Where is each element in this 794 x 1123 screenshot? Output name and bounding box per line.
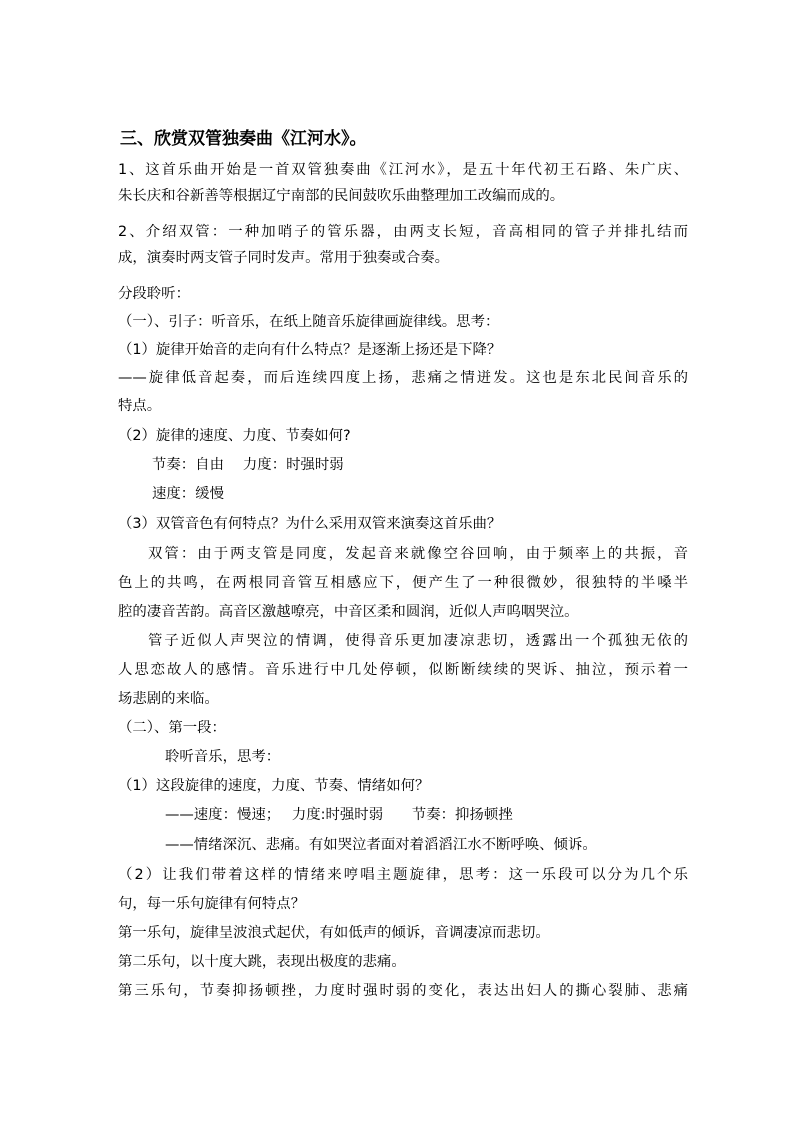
paragraph-line: 人思恋故人的感情。音乐进行中几处停顿，似断断续续的哭诉、抽泣，预示着一 xyxy=(118,662,688,678)
paragraph-line: （一）、引子：听音乐，在纸上随音乐旋律画旋律线。思考： xyxy=(118,314,500,330)
paragraph-line: ——情绪深沉、悲痛。有如哭泣者面对着滔滔江水不断呼唤、倾诉。 xyxy=(165,837,597,853)
paragraph-line: （2）让我们带着这样的情绪来哼唱主题旋律，思考：这一乐段可以分为几个乐 xyxy=(118,867,688,883)
paragraph-line: （二）、第一段： xyxy=(118,720,226,736)
paragraph-line: 朱长庆和谷新善等根据辽宁南部的民间鼓吹乐曲整理加工改编而成的。 xyxy=(118,188,565,204)
paragraph-line: 腔的凄音苦韵。高音区激越嘹亮，中音区柔和圆润，近似人声呜咽哭泣。 xyxy=(118,604,579,620)
paragraph-line: 双管：由于两支管是同度，发起音来就像空谷回响，由于频率上的共振，音 xyxy=(148,546,688,562)
paragraph-line: 色上的共鸣，在两根同音管互相感应下，便产生了一种很微妙，很独特的半嗓半 xyxy=(118,575,688,591)
paragraph-line: 2、介绍双管：一种加哨子的管乐器，由两支长短，音高相同的管子并排扎结而 xyxy=(118,224,688,240)
section-title: 三、欣赏双管独奏曲《江河水》。 xyxy=(120,129,367,149)
paragraph-line: 1、这首乐曲开始是一首双管独奏曲《江河水》，是五十年代初王石路、朱广庆、 xyxy=(118,162,688,178)
paragraph-line: （2）旋律的速度、力度、节奏如何? xyxy=(118,428,351,444)
paragraph-line: 速度：缓慢 xyxy=(152,486,224,502)
paragraph-line: 成，演奏时两支管子同时发声。常用于独奏或合奏。 xyxy=(118,250,449,266)
paragraph-line: 句，每一乐句旋律有何特点？ xyxy=(118,896,306,912)
paragraph-line: 特点。 xyxy=(118,398,162,414)
paragraph-line: （1）旋律开始音的走向有什么特点？是逐渐上扬还是下降？ xyxy=(118,342,502,358)
paragraph-line: 场悲剧的来临。 xyxy=(118,691,219,707)
paragraph-line: 管子近似人声哭泣的情调，使得音乐更加凄凉悲切，透露出一个孤独无依的 xyxy=(148,633,688,649)
paragraph-line: 第二乐句，以十度大跳，表现出极度的悲痛。 xyxy=(118,954,406,970)
paragraph-line: ——速度：慢速； 力度:时强时弱 节奏：抑扬顿挫 xyxy=(165,807,513,823)
paragraph-line: （3）双管音色有何特点？为什么采用双管来演奏这首乐曲？ xyxy=(118,516,502,532)
paragraph-line: 第一乐句，旋律呈波浪式起伏，有如低声的倾诉，音调凄凉而悲切。 xyxy=(118,925,550,941)
paragraph-line: 聆听音乐，思考： xyxy=(165,749,281,765)
paragraph-line: ——旋律低音起奏，而后连续四度上扬，悲痛之情迸发。这也是东北民间音乐的 xyxy=(118,370,688,386)
paragraph-line: （1）这段旋律的速度，力度、节奏、情绪如何？ xyxy=(118,778,430,794)
paragraph-line: 分段聆听： xyxy=(118,286,190,302)
paragraph-line: 第三乐句，节奏抑扬顿挫，力度时强时弱的变化，表达出妇人的撕心裂肺、悲痛 xyxy=(118,983,688,999)
paragraph-line: 节奏：自由 力度：时强时弱 xyxy=(152,457,344,473)
